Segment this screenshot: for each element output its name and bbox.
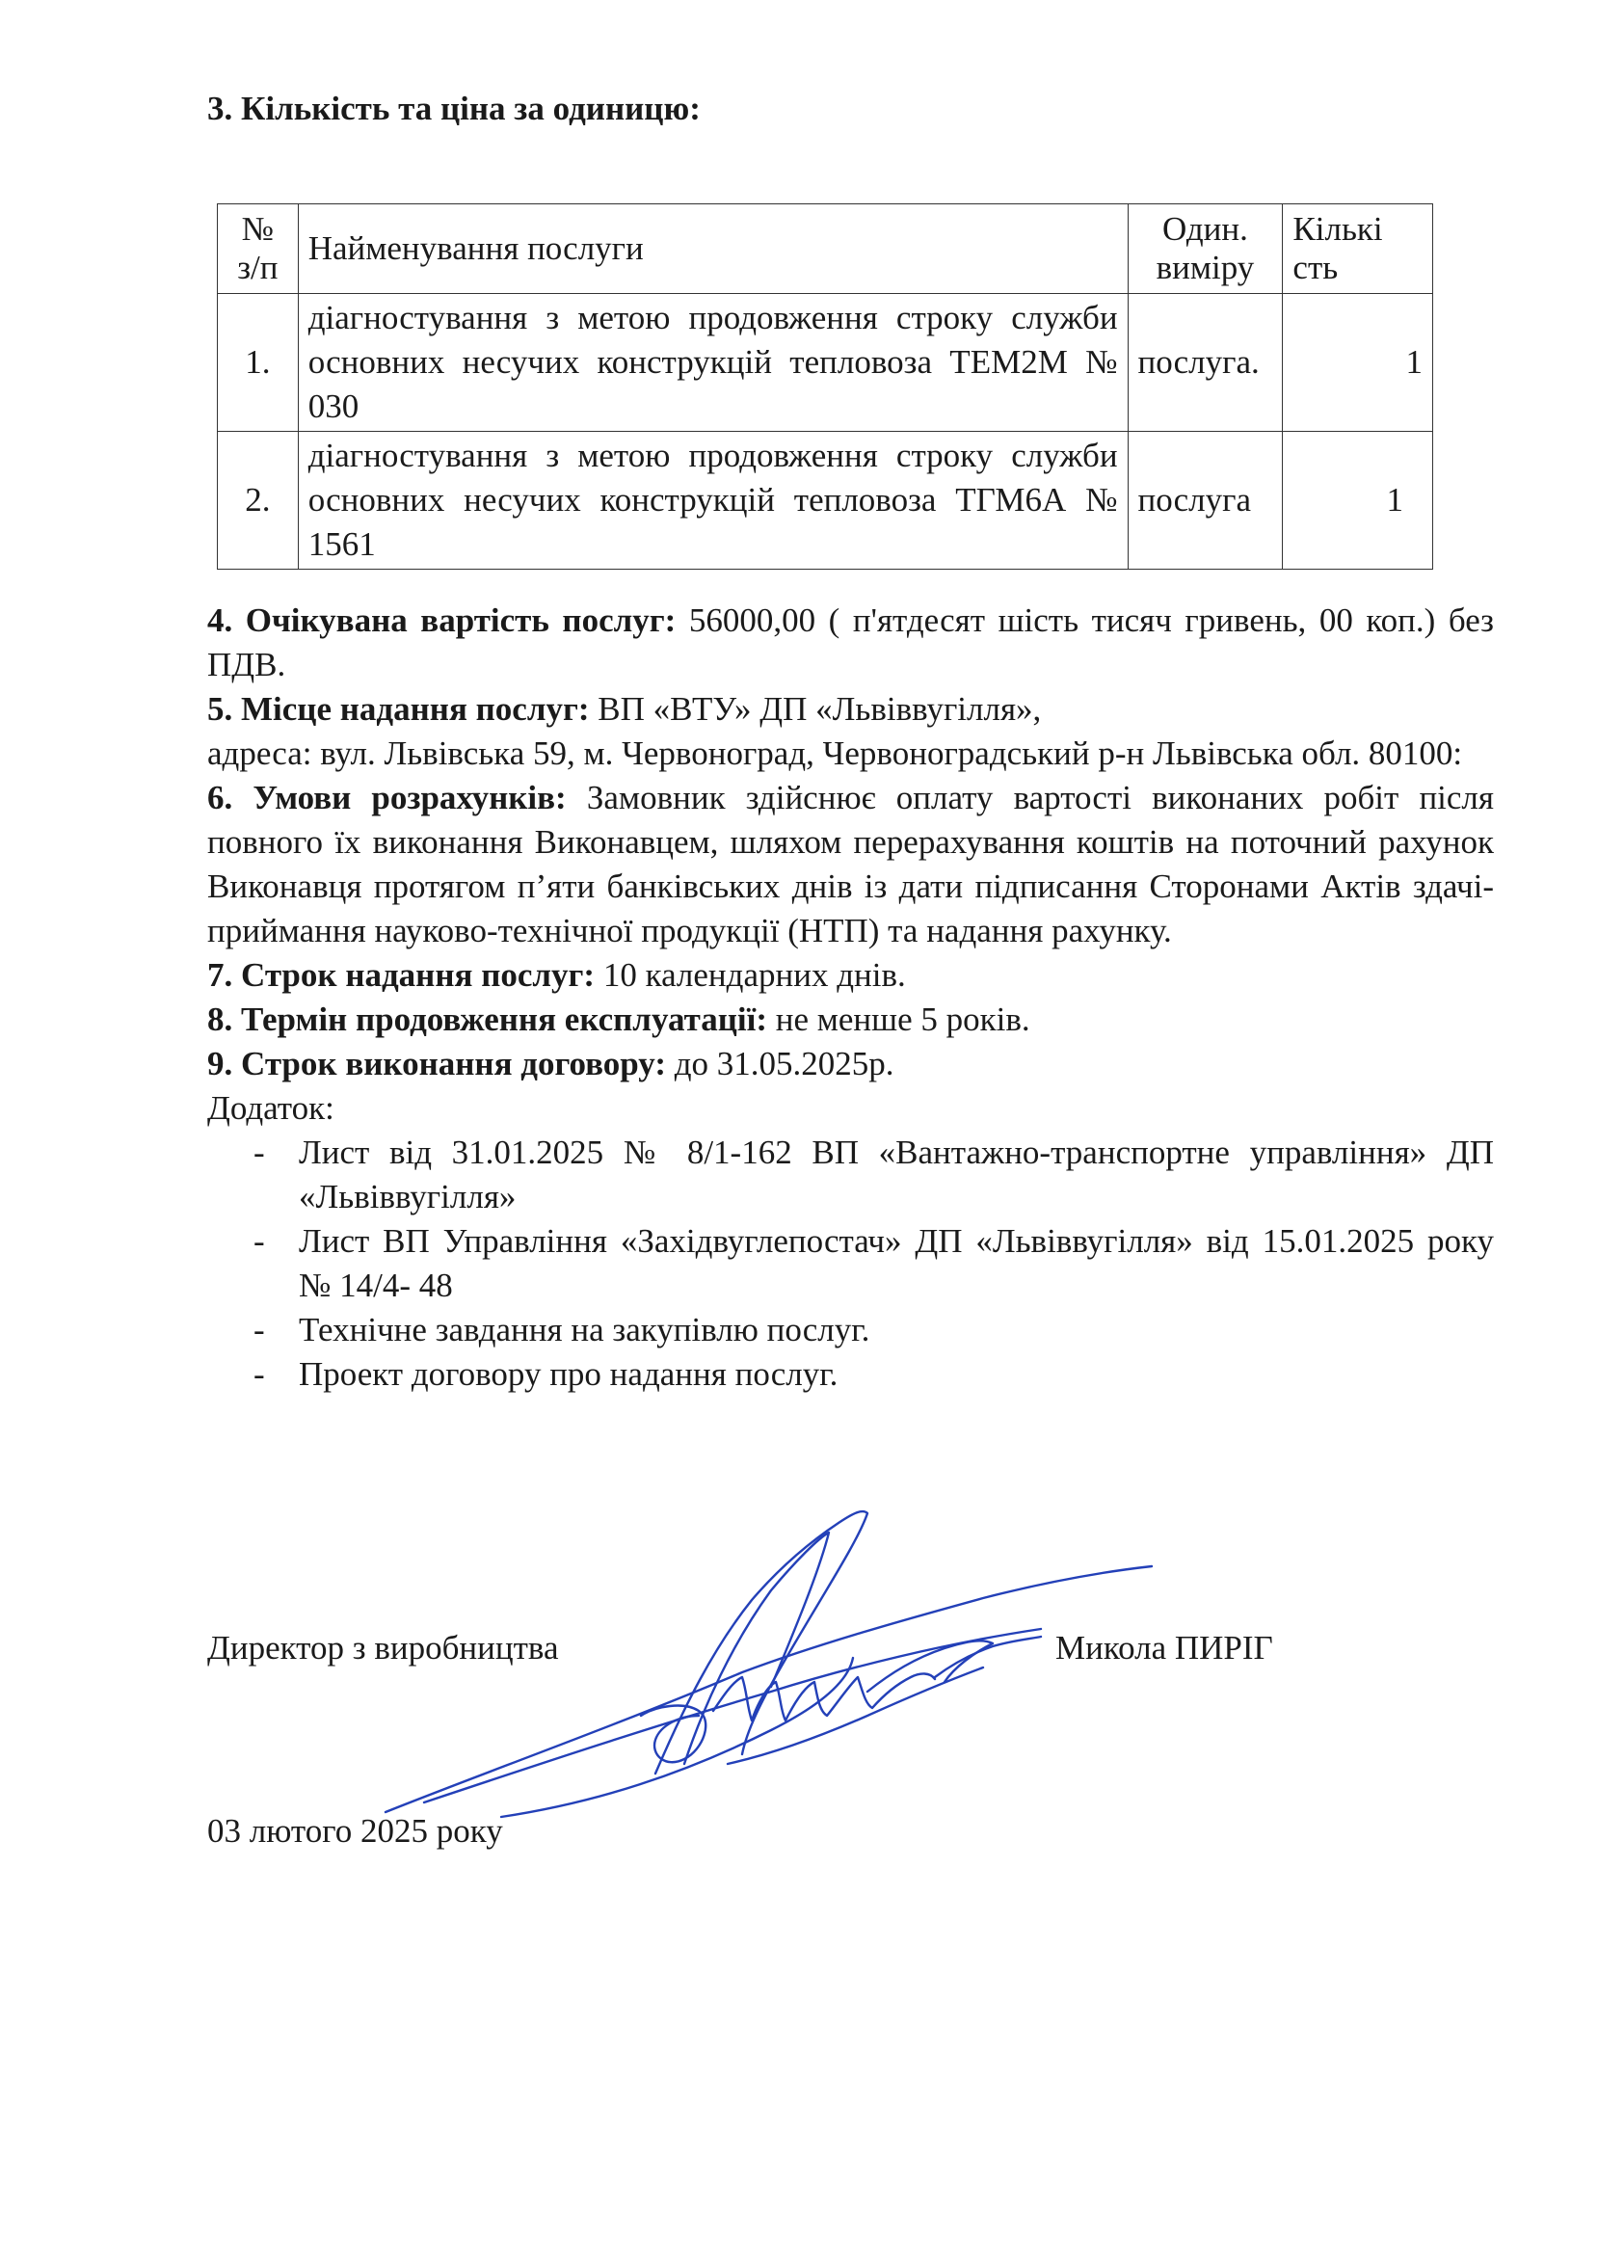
header-name: Найменування послуги	[298, 204, 1128, 294]
row-unit: послуга	[1128, 432, 1283, 570]
table-header-row	[218, 204, 1433, 294]
handwritten-signature	[366, 1484, 1176, 1851]
row-name: діагностування з метою продовження строку служби основних несучих конструкцій тепловоза ТГМ6А № 1561	[298, 432, 1128, 570]
attachments-list	[207, 1131, 1494, 1397]
header-qty: Кількі сть	[1283, 204, 1433, 294]
row-qty: 1	[1283, 294, 1433, 432]
paragraph-address: адреса: вул. Львівська 59, м. Червоноград, Червоноградський р-н Львівська обл. 80100:	[207, 734, 1463, 772]
row-num: 1.	[218, 294, 299, 432]
paragraph-expected-cost: 4. Очікувана вартість послуг: 56000,00 ( п'ятдесят шість тисяч гривень, 00 коп.) без ПДВ.	[207, 601, 1494, 683]
services-table	[217, 203, 1433, 570]
signer-position: Директор з виробництва	[207, 1629, 559, 1667]
paragraph-contract-term: 9. Строк виконання договору: до 31.05.2025р.	[207, 1045, 894, 1082]
section-3-title: 3. Кількість та ціна за одиницю:	[207, 90, 701, 127]
signer-name: Микола ПИРІГ	[1055, 1629, 1273, 1667]
list-item: - Лист ВП Управління «Західвуглепостач» ДП «Львіввугілля» від 15.01.2025 року № 14/4- 48	[207, 1219, 1494, 1308]
terms-block	[207, 599, 1494, 1397]
table-row	[218, 294, 1433, 432]
attachments-title: Додаток:	[207, 1089, 334, 1127]
paragraph-extension-term: 8. Термін продовження експлуатації: не менше 5 років.	[207, 1001, 1030, 1038]
document-date: 03 лютого 2025 року	[207, 1812, 503, 1850]
row-unit: послуга.	[1128, 294, 1283, 432]
row-num: 2.	[218, 432, 299, 570]
list-item: - Технічне завдання на закупівлю послуг.	[207, 1308, 1494, 1352]
list-item: - Лист від 31.01.2025 № 8/1-162 ВП «Вантажно-транспортне управління» ДП «Львіввугілля»	[207, 1131, 1494, 1219]
list-item: - Проект договору про надання послуг.	[207, 1352, 1494, 1397]
header-unit: Один. виміру	[1128, 204, 1283, 294]
row-name: діагностування з метою продовження строку служби основних несучих конструкцій тепловоза ТЕМ2М № 030	[298, 294, 1128, 432]
table-row	[218, 432, 1433, 570]
paragraph-place: 5. Місце надання послуг: ВП «ВТУ» ДП «Львіввугілля»,	[207, 690, 1042, 728]
header-num: № з/п	[218, 204, 299, 294]
paragraph-service-term: 7. Строк надання послуг: 10 календарних днів.	[207, 956, 906, 994]
document-body	[207, 87, 1494, 1397]
row-qty: 1	[1283, 432, 1433, 570]
paragraph-payment-terms: 6. Умови розрахунків: Замовник здійснює оплату вартості виконаних робіт після повного їх виконання Виконавцем, шляхом перерахування коштів на поточний рахунок Виконавця протягом п’яти банківських днів із дати підписання Сторонами Актів здачі-приймання науково-технічної продукції (НТП) та надання рахунку.	[207, 779, 1494, 949]
